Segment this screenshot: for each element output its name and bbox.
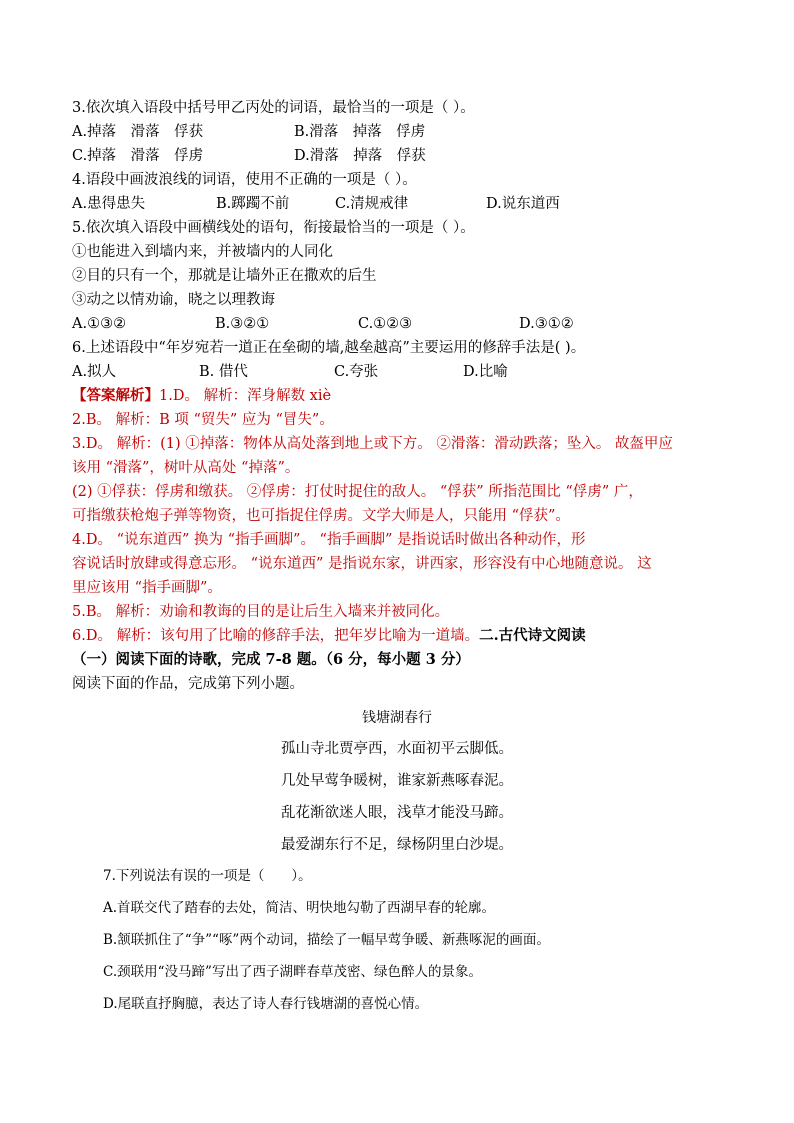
question-7-option-a: A.首联交代了踏春的去处，简洁、明快地勾勒了西湖早春的轮廓。	[103, 900, 496, 916]
question-6-options	[72, 362, 672, 382]
question-5-stem: 5.依次填入语段中画横线处的语句，衔接最恰当的一项是（ ）。	[72, 220, 475, 236]
question-3-stem: 3.依次填入语段中括号甲乙丙处的词语，最恰当的一项是（ ）。	[72, 100, 475, 116]
question-6-option-d: D.比喻	[463, 364, 508, 380]
answer-6: 6.D。 解析：该句用了比喻的修辞手法，把年岁比喻为一道墙。	[72, 628, 480, 644]
question-7-stem: 7.下列说法有误的一项是（ ）。	[103, 868, 312, 884]
question-3-option-b: B.滑落 掉落 俘虏	[294, 124, 426, 140]
answer-3-line-3: (2) ①俘获：俘虏和缴获。 ②俘虏：打仗时捉住的敌人。 “俘获” 所指范围比 “俘虏” 广，	[72, 484, 643, 500]
poem-line-2: 几处早莺争暖树，谁家新燕啄春泥。	[281, 773, 513, 789]
section-1-heading: （一）阅读下面的诗歌，完成 7-8 题。（6 分，每小题 3 分）	[72, 651, 470, 668]
poem-line-1: 孤山寺北贾亭西，水面初平云脚低。	[281, 741, 513, 757]
poem-title: 钱塘湖春行	[362, 710, 432, 726]
answer-3-line-1: 3.D。 解析：(1) ①掉落：物体从高处落到地上或下方。 ②滑落：滑动跌落；坠入。 故盔甲应	[72, 436, 673, 452]
question-3-options-row-2	[72, 146, 672, 166]
question-5-item-1: ①也能进入到墙内来，并被墙内的人同化	[72, 244, 333, 260]
question-4-option-b: B.踯躅不前	[216, 196, 290, 212]
question-6-stem: 6.上述语段中“年岁宛若一道正在垒砌的墙,越垒越高”主要运用的修辞手法是( )。	[72, 340, 586, 356]
question-5-item-2: ②目的只有一个，那就是让墙外正在撒欢的后生	[72, 268, 377, 284]
answer-1: 1.D。 解析：浑身解数 xiè	[159, 388, 332, 404]
poem-line-4: 最爱湖东行不足，绿杨阴里白沙堤。	[281, 837, 513, 853]
question-3-option-c: C.掉落 滑落 俘虏	[72, 148, 204, 164]
answer-analysis-line-1	[72, 386, 331, 406]
answer-4-line-3: 里应该用 “指手画脚”。	[72, 580, 222, 596]
question-5-option-d: D.③①②	[519, 316, 574, 332]
answer-5: 5.B。 解析：劝谕和教诲的目的是让后生入墙来并被同化。	[72, 604, 450, 620]
question-5-option-a: A.①③②	[72, 316, 127, 332]
question-5-item-3: ③动之以情劝谕，晓之以理教诲	[72, 292, 275, 308]
answer-3-line-4: 可指缴获枪炮子弹等物资，也可指捉住俘虏。文学大师是人，只能用 “俘获”。	[72, 508, 570, 524]
answer-2: 2.B。 解析：B 项 “贸失” 应为 “冒失”。	[72, 412, 334, 428]
section-2-title: 二.古代诗文阅读	[479, 627, 586, 644]
answer-6-line	[72, 626, 586, 646]
question-3-options	[72, 122, 672, 142]
question-4-option-a: A.患得患失	[72, 196, 146, 212]
question-7-option-c: C.颈联用“没马蹄”写出了西子湖畔春草茂密、绿色醉人的景象。	[103, 964, 482, 980]
question-7-option-d: D.尾联直抒胸臆，表达了诗人春行钱塘湖的喜悦心情。	[103, 996, 429, 1012]
question-6-option-b: B. 借代	[199, 364, 248, 380]
question-4-option-c: C.清规戒律	[335, 196, 409, 212]
question-7-option-b: B.颔联抓住了“争”“啄”两个动词，描绘了一幅早莺争暖、新燕啄泥的画面。	[103, 932, 550, 948]
question-4-stem: 4.语段中画波浪线的词语，使用不正确的一项是（ ）。	[72, 172, 417, 188]
question-6-option-a: A.拟人	[72, 364, 117, 380]
answer-analysis-tag: 【答案解析】	[72, 387, 159, 404]
question-4-options	[72, 194, 672, 214]
question-4-option-d: D.说东道西	[486, 196, 560, 212]
question-3-option-d: D.滑落 掉落 俘获	[294, 148, 426, 164]
question-5-option-c: C.①②③	[358, 316, 413, 332]
answer-4-line-2: 容说话时放肆或得意忘形。 “说东道西” 是指说东家，讲西家，形容没有中心地随意说。 这	[72, 556, 652, 572]
question-5-option-b: B.③②①	[215, 316, 270, 332]
section-1-intro: 阅读下面的作品，完成第下列小题。	[72, 676, 304, 692]
answer-4-line-1: 4.D。 “说东道西” 换为 “指手画脚”。 “指手画脚” 是指说话时做出各种动作，形	[72, 532, 586, 548]
poem-line-3: 乱花渐欲迷人眼，浅草才能没马蹄。	[281, 805, 513, 821]
answer-3-line-2: 该用 “滑落”，树叶从高处 “掉落”。	[72, 460, 300, 476]
question-3-option-a: A.掉落 滑落 俘获	[72, 124, 204, 140]
question-6-option-c: C.夸张	[334, 364, 379, 380]
question-5-options	[72, 314, 672, 334]
